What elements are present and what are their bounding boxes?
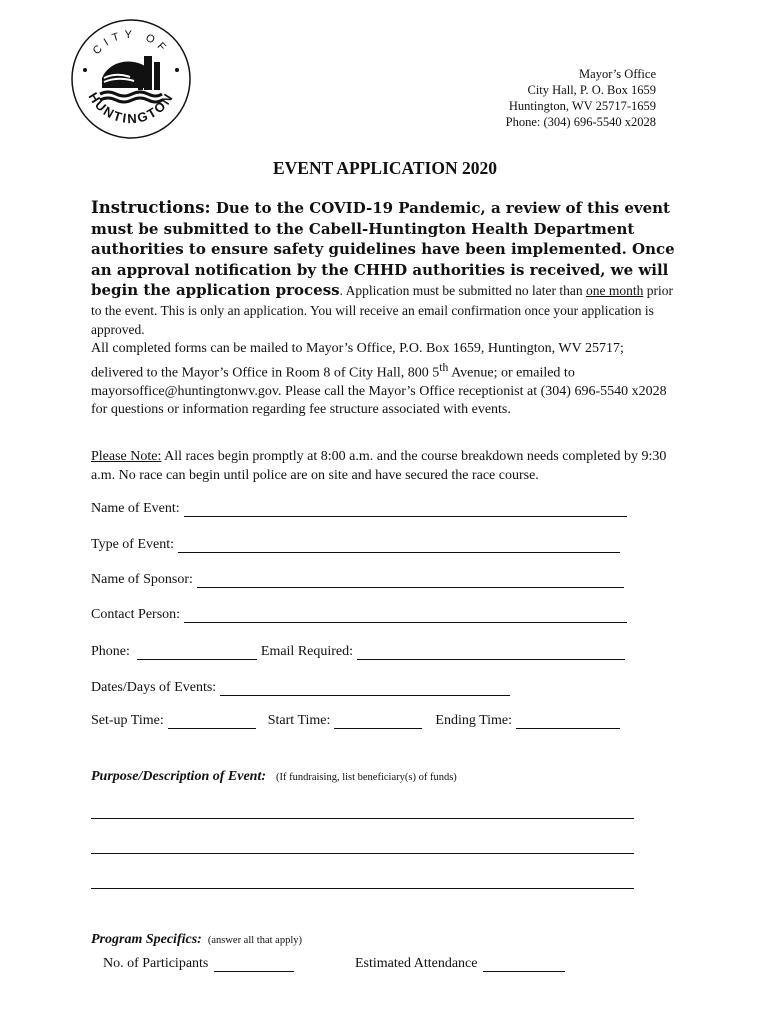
email-field[interactable] (357, 645, 625, 660)
times-row (91, 713, 620, 729)
dates-row (91, 680, 510, 696)
name-of-sponsor-field[interactable] (197, 573, 624, 588)
address-line-2: City Hall, P. O. Box 1659 (527, 83, 656, 97)
program-specifics-heading (91, 930, 302, 948)
name-of-sponsor-label: Name of Sponsor: (91, 572, 193, 587)
mailing-paragraph (91, 340, 676, 420)
address-line-4: Phone: (304) 696-5540 x2028 (505, 115, 656, 129)
instructions-plain-2: prior to the event. This is only an application. You will receive an email confirmation once your application is approved. (91, 283, 673, 337)
purpose-heading (91, 767, 457, 785)
instructions-plain-1: . Application must be submitted no later than (339, 283, 586, 298)
mailing-text-1: All completed forms can be mailed to Mayor’s Office, P.O. Box 1659, Huntington, WV 25717; delivered to the Mayor’s Office in Room 8 of City Hall, 800 5 (91, 341, 624, 381)
contact-person-row (91, 607, 627, 623)
start-time-field[interactable] (334, 714, 422, 729)
phone-label: Phone: (91, 644, 130, 659)
participants-row (103, 956, 294, 972)
participants-field[interactable] (214, 957, 294, 972)
attendance-row (355, 956, 565, 972)
attendance-label: Estimated Attendance (355, 956, 478, 971)
purpose-line-1[interactable] (91, 818, 634, 819)
type-of-event-row (91, 537, 620, 553)
setup-time-label: Set-up Time: (91, 713, 164, 728)
instructions-deadline: one month (585, 283, 644, 298)
ending-time-label: Ending Time: (435, 713, 513, 728)
instructions-label: Instructions: (91, 198, 211, 217)
purpose-note: (If fundraising, list beneficiary(s) of funds) (276, 772, 457, 783)
race-note-paragraph (91, 448, 676, 485)
contact-person-field[interactable] (184, 608, 627, 623)
purpose-label: Purpose/Description of Event: (91, 769, 266, 784)
city-seal-logo (70, 18, 192, 140)
address-line-1: Mayor’s Office (579, 67, 656, 81)
ending-time-field[interactable] (516, 714, 620, 729)
phone-field[interactable] (137, 645, 257, 660)
email-label: Email Required: (260, 644, 354, 659)
mayor-office-address (506, 66, 656, 130)
start-time-label: Start Time: (267, 713, 331, 728)
phone-email-row (91, 644, 625, 660)
type-of-event-field[interactable] (178, 538, 620, 553)
dates-label: Dates/Days of Events: (91, 680, 217, 695)
name-of-event-label: Name of Event: (91, 501, 180, 516)
address-line-3: Huntington, WV 25717-1659 (508, 99, 656, 113)
program-specifics-label: Program Specifics: (91, 932, 202, 947)
name-of-sponsor-row (91, 572, 624, 588)
mailing-sup: th (439, 360, 449, 374)
purpose-line-2[interactable] (91, 853, 634, 854)
name-of-event-field[interactable] (184, 502, 627, 517)
page-title: EVENT APPLICATION 2020 (273, 158, 497, 178)
race-note-text: All races begin promptly at 8:00 a.m. and the course breakdown needs completed by 9:30 a.m. No race can begin until police are on site and have secured the race course. (91, 449, 667, 483)
contact-person-label: Contact Person: (91, 607, 181, 622)
instructions-bold-2: an approval notification by the CHHD authorities is received, we will begin the application process (91, 260, 669, 299)
race-note-label: Please Note: (91, 449, 162, 464)
participants-label: No. of Participants (103, 956, 209, 971)
setup-time-field[interactable] (168, 714, 256, 729)
svg-text:HUNTINGTON: HUNTINGTON (85, 89, 177, 127)
dates-field[interactable] (220, 681, 510, 696)
program-specifics-note: (answer all that apply) (207, 935, 302, 946)
purpose-line-3[interactable] (91, 888, 634, 889)
type-of-event-label: Type of Event: (91, 537, 174, 552)
attendance-field[interactable] (483, 957, 565, 972)
name-of-event-row (91, 501, 627, 517)
instructions-paragraph (91, 198, 676, 341)
instructions-bold-1: Due to the COVID-19 Pandemic, a review of this event must be submitted to the Cabell-Huntington Health Department authorities to ensure safety guidelines have been implemented. Once (91, 199, 675, 258)
mailing-text-2: Avenue; or emailed to mayorsoffice@huntingtonwv.gov. Please call the Mayor’s Office receptionist at (304) 696-5540 x2028 for questions or information regarding fee structure associated with events. (91, 365, 667, 418)
svg-text:CITY OF: CITY OF (90, 28, 172, 58)
